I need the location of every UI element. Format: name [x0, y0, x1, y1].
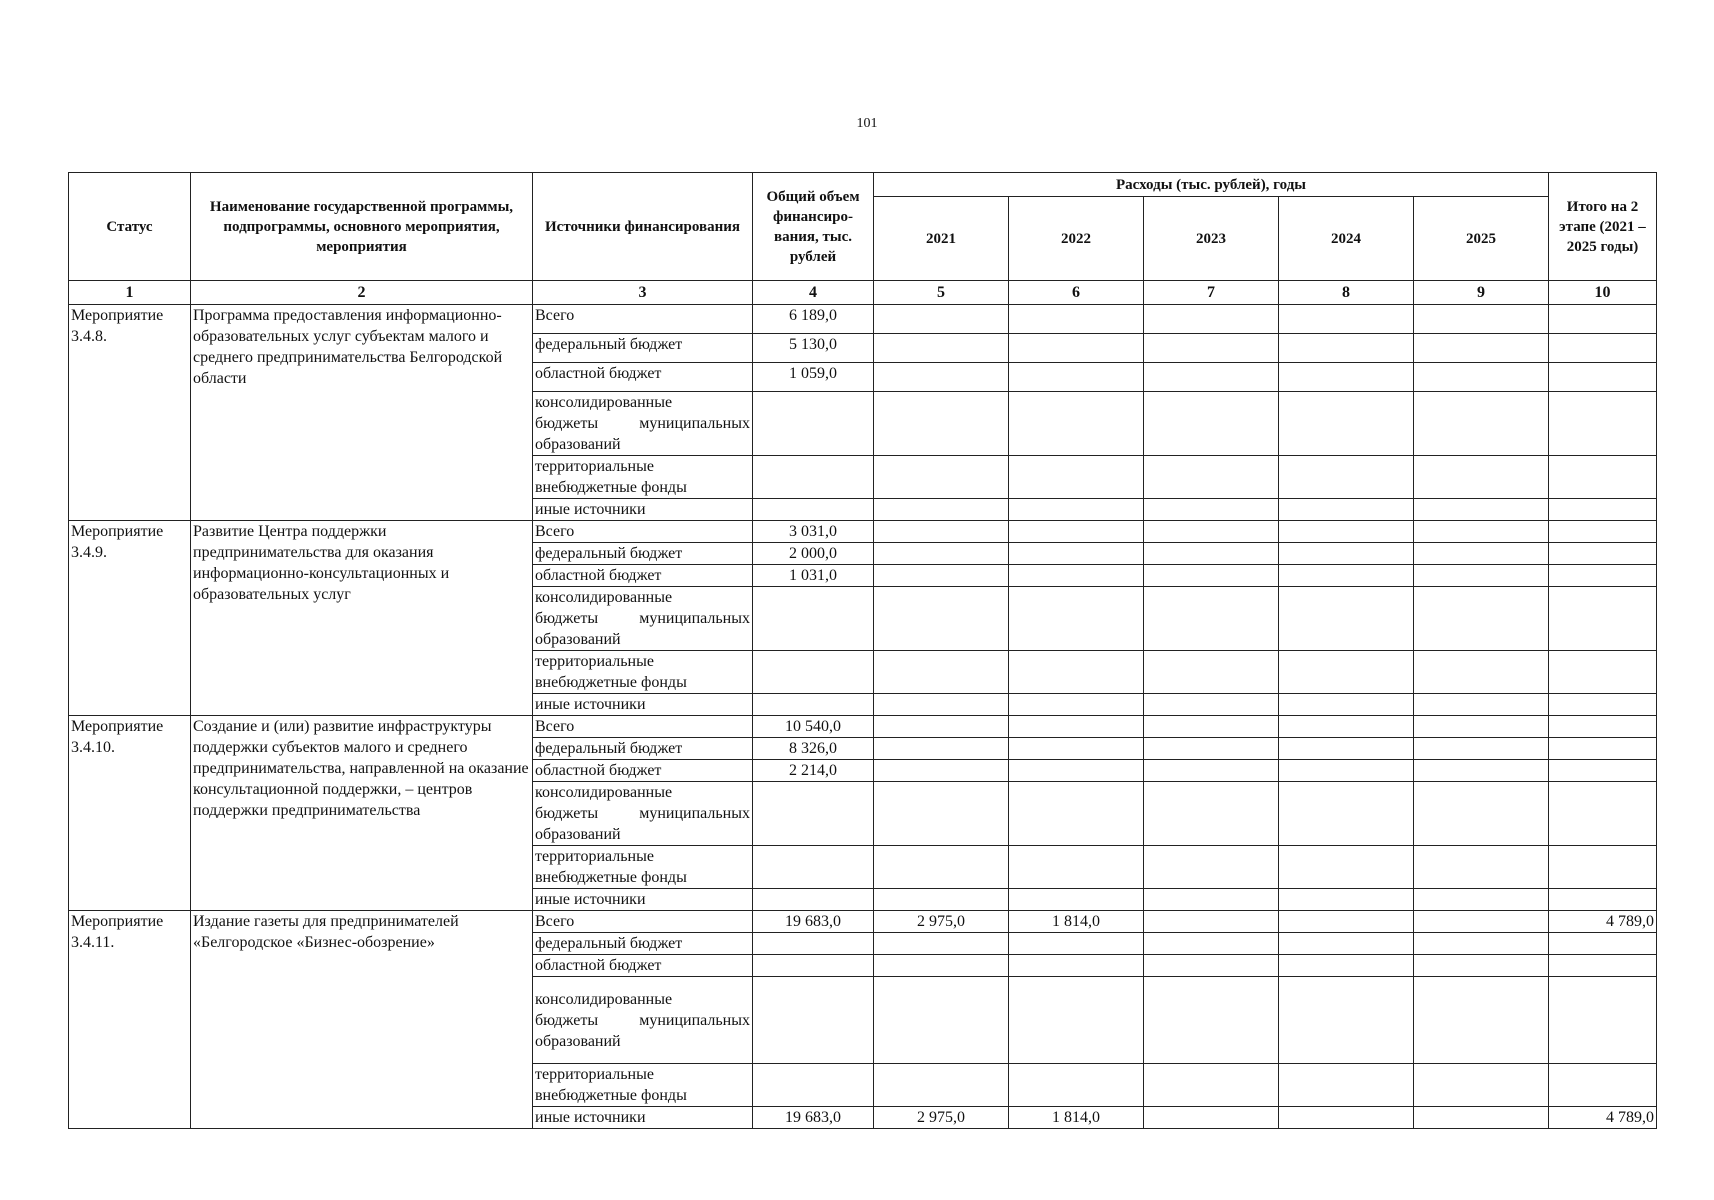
- source-funds-label: территориальные внебюджетные фонды: [533, 846, 753, 889]
- total-volume-cell: [753, 499, 874, 521]
- source-total-label: Всего: [533, 911, 753, 933]
- year-2022-cell: 1 814,0: [1009, 1107, 1144, 1129]
- year-2022-cell: [1009, 889, 1144, 911]
- source-municipal-label: консолидированные бюджеты муниципальных образований: [533, 782, 753, 846]
- stage-total-cell: [1549, 716, 1657, 738]
- year-2021-cell: [874, 305, 1009, 334]
- column-number: 8: [1279, 281, 1414, 305]
- stage-total-cell: [1549, 499, 1657, 521]
- event-status: Мероприятие 3.4.11.: [69, 911, 191, 1129]
- event-name: Программа предоставления информационно-образовательных услуг субъектам малого и среднего предпринимательства Белгородской области: [191, 305, 533, 521]
- column-numbers-row: [69, 281, 1657, 305]
- source-federal-label: федеральный бюджет: [533, 738, 753, 760]
- year-2021-cell: [874, 716, 1009, 738]
- year-2022-cell: [1009, 499, 1144, 521]
- stage-total-cell: [1549, 694, 1657, 716]
- year-2021-cell: 2 975,0: [874, 911, 1009, 933]
- header-year-2025: 2025: [1414, 197, 1549, 281]
- stage-total-cell: [1549, 889, 1657, 911]
- total-volume-cell: 8 326,0: [753, 738, 874, 760]
- header-status: Статус: [69, 173, 191, 281]
- table-row: [69, 911, 1657, 933]
- event-name: Создание и (или) развитие инфраструктуры поддержки субъектов малого и среднего предпринимательства, направленной на оказание консультационной поддержки, – центров поддержки предпринимательства: [191, 716, 533, 911]
- total-volume-cell: 1 031,0: [753, 565, 874, 587]
- stage-total-cell: [1549, 521, 1657, 543]
- source-regional-label: областной бюджет: [533, 760, 753, 782]
- source-funds-label: территориальные внебюджетные фонды: [533, 456, 753, 499]
- source-regional-label: областной бюджет: [533, 955, 753, 977]
- total-volume-cell: 6 189,0: [753, 305, 874, 334]
- source-total-label: Всего: [533, 305, 753, 334]
- table-row: [69, 305, 1657, 334]
- total-volume-cell: [753, 889, 874, 911]
- source-total-label: Всего: [533, 716, 753, 738]
- column-number: 7: [1144, 281, 1279, 305]
- source-other-label: иные источники: [533, 694, 753, 716]
- page-number: 101: [856, 116, 878, 131]
- year-2022-cell: [1009, 521, 1144, 543]
- header-total-volume: Общий объем финансиро-вания, тыс. рублей: [753, 173, 874, 281]
- stage-total-cell: [1549, 305, 1657, 334]
- year-2025-cell: [1414, 716, 1549, 738]
- column-number: 6: [1009, 281, 1144, 305]
- event-status: Мероприятие 3.4.9.: [69, 521, 191, 716]
- column-number: 5: [874, 281, 1009, 305]
- source-federal-label: федеральный бюджет: [533, 543, 753, 565]
- year-2024-cell: [1279, 716, 1414, 738]
- source-total-label: Всего: [533, 521, 753, 543]
- header-year-2024: 2024: [1279, 197, 1414, 281]
- year-2021-cell: [874, 889, 1009, 911]
- source-federal-label: федеральный бюджет: [533, 933, 753, 955]
- total-volume-cell: 19 683,0: [753, 1107, 874, 1129]
- source-other-label: иные источники: [533, 889, 753, 911]
- header-name: Наименование государственной программы, подпрограммы, основного мероприятия, мероприятия: [191, 173, 533, 281]
- total-volume-cell: [753, 933, 874, 955]
- stage-total-cell: 4 789,0: [1549, 1107, 1657, 1129]
- year-2022-cell: [1009, 694, 1144, 716]
- total-volume-cell: 2 000,0: [753, 543, 874, 565]
- total-volume-cell: 19 683,0: [753, 911, 874, 933]
- year-2023-cell: [1144, 521, 1279, 543]
- year-2023-cell: [1144, 911, 1279, 933]
- header-expenses: Расходы (тыс. рублей), годы: [874, 173, 1549, 197]
- event-status: Мероприятие 3.4.10.: [69, 716, 191, 911]
- event-status: Мероприятие 3.4.8.: [69, 305, 191, 521]
- year-2021-cell: [874, 694, 1009, 716]
- source-federal-label: федеральный бюджет: [533, 334, 753, 363]
- total-volume-cell: 10 540,0: [753, 716, 874, 738]
- event-name: Развитие Центра поддержки предпринимательства для оказания информационно-консультационных и образовательных услуг: [191, 521, 533, 716]
- header-sources: Источники финансирования: [533, 173, 753, 281]
- column-number: 10: [1549, 281, 1657, 305]
- header-year-2022: 2022: [1009, 197, 1144, 281]
- header-stage-total: Итого на 2 этапе (2021 – 2025 годы): [1549, 173, 1657, 281]
- total-volume-cell: 3 031,0: [753, 521, 874, 543]
- column-number: 4: [753, 281, 874, 305]
- column-number: 1: [69, 281, 191, 305]
- total-volume-cell: 5 130,0: [753, 334, 874, 363]
- year-2025-cell: [1414, 911, 1549, 933]
- year-2024-cell: [1279, 521, 1414, 543]
- source-regional-label: областной бюджет: [533, 565, 753, 587]
- table-row: [69, 521, 1657, 543]
- total-volume-cell: 1 059,0: [753, 363, 874, 392]
- source-municipal-label: консолидированные бюджеты муниципальных образований: [533, 587, 753, 651]
- year-2022-cell: 1 814,0: [1009, 911, 1144, 933]
- header-year-2023: 2023: [1144, 197, 1279, 281]
- year-2021-cell: [874, 499, 1009, 521]
- source-municipal-label: консолидированные бюджеты муниципальных образований: [533, 977, 753, 1064]
- year-2023-cell: [1144, 305, 1279, 334]
- total-volume-cell: [753, 694, 874, 716]
- year-2022-cell: [1009, 716, 1144, 738]
- year-2024-cell: [1279, 305, 1414, 334]
- event-name: Издание газеты для предпринимателей «Белгородское «Бизнес-обозрение»: [191, 911, 533, 1129]
- year-2022-cell: [1009, 305, 1144, 334]
- year-2023-cell: [1144, 716, 1279, 738]
- column-number: 9: [1414, 281, 1549, 305]
- total-volume-cell: 2 214,0: [753, 760, 874, 782]
- source-funds-label: территориальные внебюджетные фонды: [533, 1064, 753, 1107]
- events-body: [69, 305, 1657, 1129]
- year-2024-cell: [1279, 911, 1414, 933]
- table-row: [69, 716, 1657, 738]
- source-municipal-label: консолидированные бюджеты муниципальных образований: [533, 392, 753, 456]
- column-number: 3: [533, 281, 753, 305]
- source-other-label: иные источники: [533, 499, 753, 521]
- stage-total-cell: 4 789,0: [1549, 911, 1657, 933]
- year-2025-cell: [1414, 521, 1549, 543]
- year-2025-cell: [1414, 305, 1549, 334]
- funding-table: [68, 172, 1657, 1129]
- source-funds-label: территориальные внебюджетные фонды: [533, 651, 753, 694]
- source-regional-label: областной бюджет: [533, 363, 753, 392]
- year-2021-cell: [874, 521, 1009, 543]
- year-2021-cell: 2 975,0: [874, 1107, 1009, 1129]
- source-other-label: иные источники: [533, 1107, 753, 1129]
- header-year-2021: 2021: [874, 197, 1009, 281]
- column-number: 2: [191, 281, 533, 305]
- total-volume-cell: [753, 955, 874, 977]
